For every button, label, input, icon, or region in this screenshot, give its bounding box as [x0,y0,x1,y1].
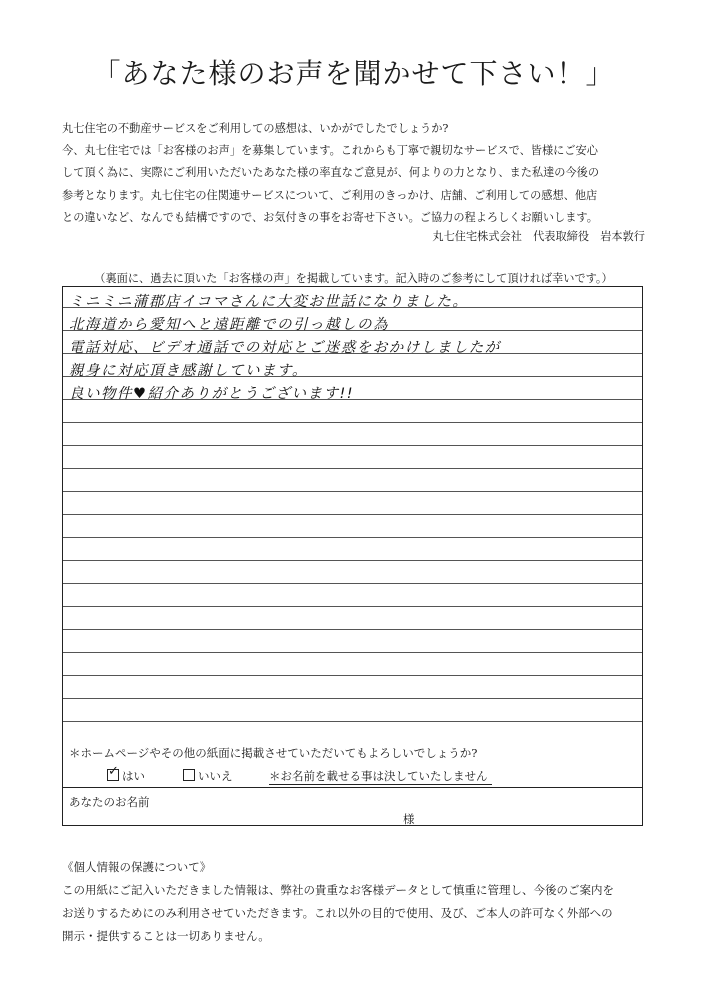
privacy-line: 開示・提供することは一切ありません。 [62,929,270,943]
privacy-section [62,856,614,948]
handwritten-line: 北海道から愛知へと遠距離での引っ越しの為 [69,317,389,333]
intro-line: して頂く為に、実際にご利用いただいたあなた様の率直なご意見が、何よりの力となり、また私達の今後の [62,166,600,180]
privacy-heading: 《個人情報の保護について》 [62,860,212,874]
page-title: 「あなた様のお声を聞かせて下さい！」 [92,57,615,90]
intro-line: 今、丸七住宅では「お客様のお声」を募集しています。これからも丁寧で親切なサービスで、皆様にご安心 [62,144,598,158]
name-label: あなたのお名前 [69,795,150,809]
privacy-line: お送りするためにのみ利用させていただきます。これ以外の目的で使用、及び、ご本人の許可なく外部への [62,906,613,920]
intro-line: 丸七住宅の不動産サービスをご利用しての感想は、いかがでしたでしょうか? [62,122,449,135]
name-privacy-note: ＊お名前を載せる事は決していたしません [269,768,492,785]
handwritten-line: ミニミニ蒲郡店イコマさんに大変お世話になりました。 [69,294,469,310]
consent-yes-label: はい [122,769,145,783]
consent-no-label: いいえ [198,769,233,783]
intro-line: との違いなど、なんでも結構ですので、お気付きの事をお寄せ下さい。ご協力の程よろしくお願いします。 [62,210,598,224]
handwritten-line: 電話対応、ビデオ通話での対応とご迷惑をおかけしましたが [69,340,501,356]
intro-line: 参考となります。丸七住宅の住関連サービスについて、ご利用のきっかけ、店舗、ご利用しての感想、他店 [62,188,598,202]
reference-note: （裏面に、過去に頂いた「お客様の声」を掲載しています。記入時のご参考にして頂ければ幸いです。） [94,272,613,285]
handwritten-line: 親身に対応頂き感謝しています。 [69,363,308,379]
intro-text [62,118,652,229]
consent-no-option[interactable] [183,768,233,784]
signer: 丸七住宅株式会社 代表取締役 岩本敦行 [432,230,645,243]
name-suffix: 様 [403,812,415,826]
checkbox-checked-icon[interactable] [107,769,119,781]
checkbox-icon[interactable] [183,769,195,781]
comment-form [62,286,643,826]
handwritten-line: 良い物件♥紹介ありがとうございます!! [69,386,355,402]
consent-yes-option[interactable] [107,768,145,784]
privacy-line: この用紙にご記入いただきました情報は、弊社の貴重なお客様データとして慎重に管理し、今後のご案内を [62,883,614,897]
consent-question: ＊ホームページやその他の紙面に掲載させていただいてもよろしいでしょうか? [69,746,478,760]
